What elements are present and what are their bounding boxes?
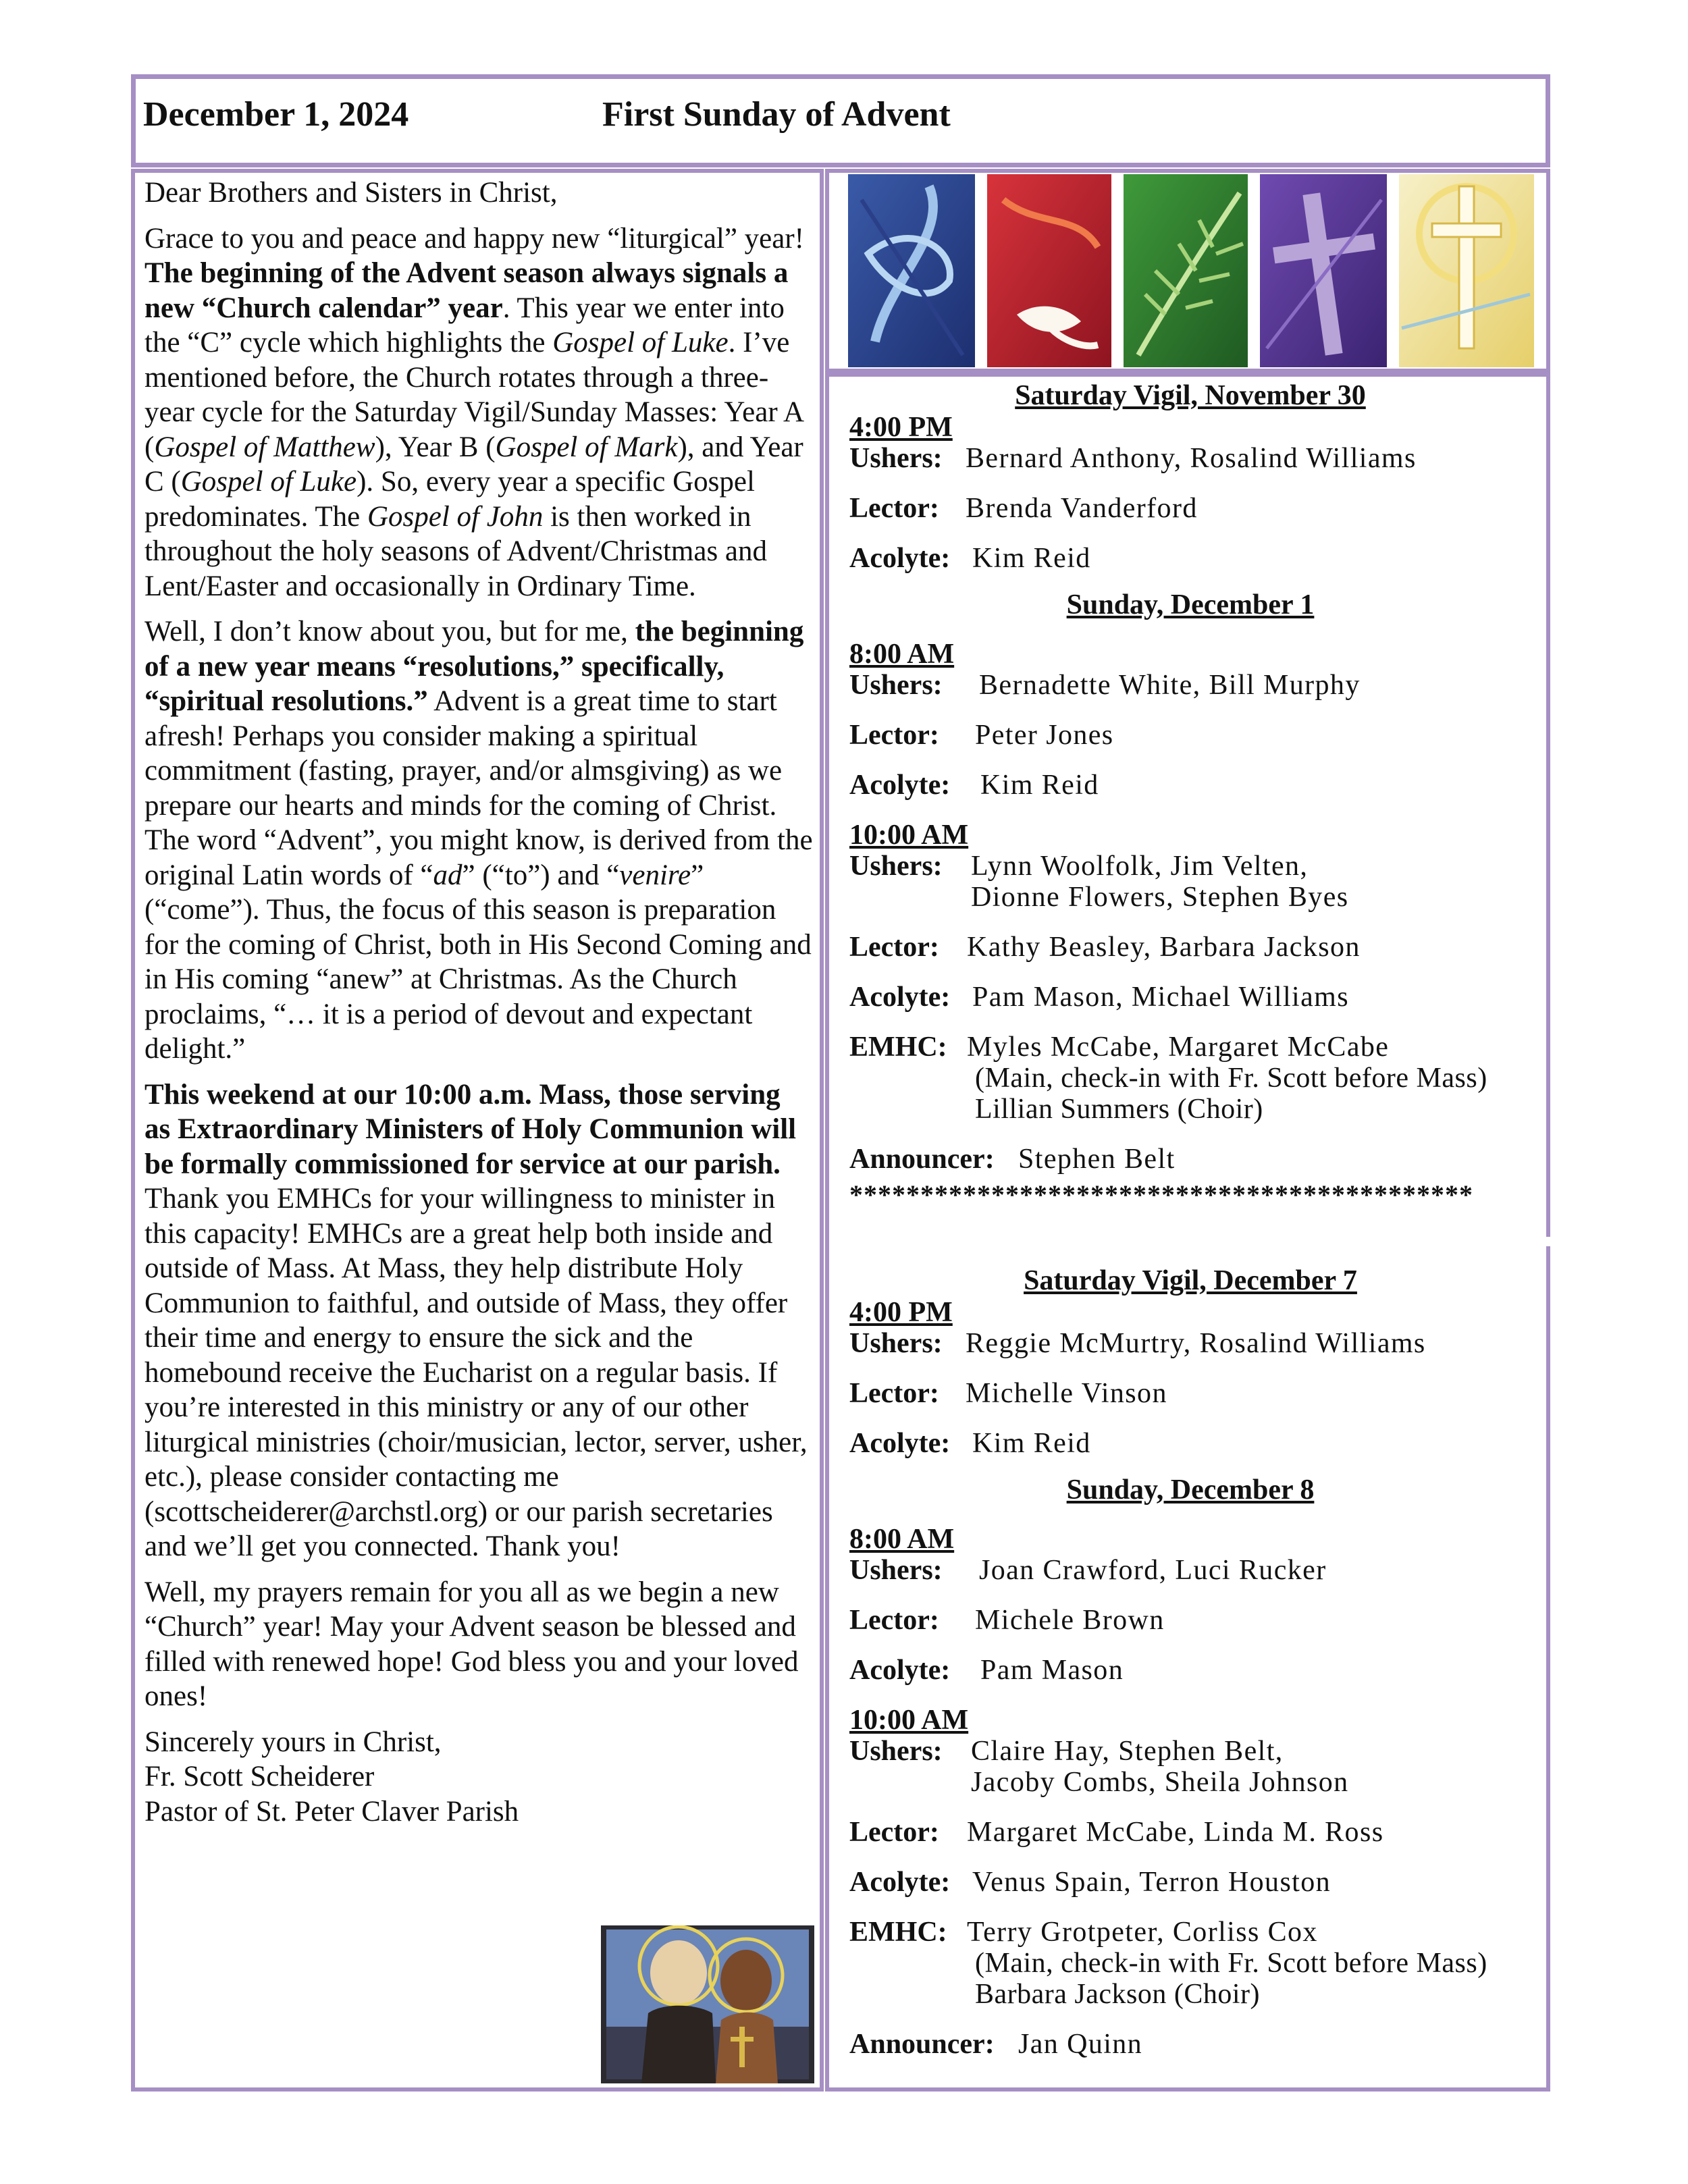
letter-position: Pastor of St. Peter Claver Parish — [144, 1795, 519, 1828]
text-run: is then worked in throughout the holy seasons of Advent/Christmas and Lent/Easter and occasionally in Ordinary Time. — [144, 500, 768, 602]
role-label: Acolyte: — [849, 1867, 951, 1898]
schedule-row-lector — [849, 1817, 1531, 1848]
role-names: Stephen Belt — [1018, 1144, 1176, 1175]
text-run: . I’ve mentioned before, the Church rotates through a three-year cycle for the Saturday Vigil/Sunday Masses: Year A ( — [144, 327, 803, 463]
role-label: Acolyte: — [849, 1655, 951, 1686]
role-label: Ushers: — [849, 1328, 943, 1359]
role-label: EMHC: — [849, 1032, 947, 1063]
schedule-row-ushers — [849, 443, 1531, 474]
schedule-row-emhc-note — [849, 1063, 1531, 1125]
bold-run: This weekend at our 10:00 a.m. Mass, those serving as Extraordinary Ministers of Holy Communion will be formally commissioned for service at our parish. — [144, 1078, 797, 1180]
italic-run: ad — [433, 859, 463, 891]
mass-time: 4:00 PM — [849, 412, 953, 443]
schedule-row-emhc — [849, 1917, 1531, 1948]
role-label: Lector: — [849, 1378, 939, 1409]
schedule-separator: ******************************************** — [849, 1179, 1473, 1210]
mass-time: 8:00 AM — [849, 1524, 955, 1555]
text-run: ” (“come”). Thus, the focus of this season is preparation for the coming of Christ, both in His Second Coming and in His coming “anew” at Christmas. As the Church proclaims, “… it is a period of devout and expectant delight.” — [144, 859, 812, 1065]
role-label: Acolyte: — [849, 982, 951, 1013]
letter-paragraph-2 — [144, 614, 813, 1067]
schedule-row-ushers — [849, 851, 1531, 913]
bold-run: the beginning of a new year means “resolutions,” specifically, “spiritual resolutions.” — [144, 616, 804, 717]
text-run: Thank you EMHCs for your willingness to minister in this capacity! EMHCs are a great help both inside and outside of Mass. At Mass, they help distribute Holy Communion to faithful, and outside of Mass, they offer their time and energy to ensure the sick and the homebound receive the Eucharist on a regular basis. If you’re interested in this ministry or any of our other liturgical ministries (choir/musician, lector, server, usher, etc.), please consider contacting me (scottscheiderer@archstl.org) or our parish secretaries and we’ll get you connected. Thank you! — [144, 1183, 808, 1562]
role-names: Claire Hay, Stephen Belt, Jacoby Combs, Sheila Johnson — [971, 1736, 1349, 1798]
banner-panel-blue — [848, 174, 975, 367]
role-names: Brenda Vanderford — [966, 493, 1198, 524]
schedule-row-lector — [849, 1605, 1531, 1636]
mass-time: 8:00 AM — [849, 639, 955, 670]
role-label: Acolyte: — [849, 543, 951, 574]
schedule-day-heading: Saturday Vigil, December 7 — [1024, 1265, 1357, 1296]
schedule-row-lector — [849, 932, 1531, 963]
bold-run: The beginning of the Advent season always signals a new “Church calendar” year — [144, 257, 789, 324]
text-run: ” (“to”) and “ — [462, 859, 620, 891]
text-run: Well, I don’t know about you, but for me, — [144, 616, 635, 647]
letter-paragraph-4: Well, my prayers remain for you all as we begin a new “Church” year! May your Advent season be blessed and filled with renewed hope! God bless you and your loved ones! — [144, 1576, 799, 1712]
schedule-row-acolyte — [849, 1867, 1531, 1898]
schedule-day-heading: Sunday, December 8 — [1066, 1474, 1315, 1506]
role-label: EMHC: — [849, 1917, 947, 1948]
role-names: Bernadette White, Bill Murphy — [979, 670, 1361, 701]
role-names: (Main, check-in with Fr. Scott before Mass) Barbara Jackson (Choir) — [975, 1948, 1487, 2010]
italic-run: Gospel of Mark — [495, 431, 678, 463]
role-label: Ushers: — [849, 851, 943, 882]
text-run: Grace to you and peace and happy new “liturgical” year! — [144, 222, 804, 255]
role-label: Announcer: — [849, 1144, 995, 1175]
schedule-row-announcer — [849, 2029, 1531, 2060]
role-names: (Main, check-in with Fr. Scott before Mass) Lillian Summers (Choir) — [975, 1063, 1487, 1125]
role-names: Bernard Anthony, Rosalind Williams — [966, 443, 1417, 474]
spacer — [849, 1948, 975, 2010]
schedule-row-lector — [849, 720, 1531, 751]
banner-panel-green — [1124, 174, 1248, 367]
schedule-row-announcer — [849, 1144, 1531, 1175]
role-label: Ushers: — [849, 1555, 943, 1586]
schedule-row-acolyte — [849, 1655, 1531, 1686]
role-names: Myles McCabe, Margaret McCabe — [967, 1032, 1390, 1063]
role-label: Ushers: — [849, 670, 943, 701]
role-names: Pam Mason — [980, 1655, 1124, 1686]
schedule-day-heading: Saturday Vigil, November 30 — [1015, 380, 1366, 411]
role-names: Terry Grotpeter, Corliss Cox — [967, 1917, 1318, 1948]
banner-panel-purple — [1260, 174, 1387, 367]
italic-run: Gospel of Luke — [180, 466, 357, 498]
italic-run: Gospel of John — [367, 500, 544, 533]
banner-panel-red — [987, 174, 1111, 367]
schedule-row-acolyte — [849, 770, 1531, 801]
schedule-row-emhc-note — [849, 1948, 1531, 2010]
schedule-row-emhc — [849, 1032, 1531, 1063]
role-names: Margaret McCabe, Linda M. Ross — [967, 1817, 1384, 1848]
schedule-row-ushers — [849, 670, 1531, 701]
role-names: Kim Reid — [972, 1428, 1091, 1459]
italic-run: venire — [619, 859, 691, 891]
role-names: Kim Reid — [972, 543, 1091, 574]
role-label: Lector: — [849, 1817, 939, 1848]
schedule-row-ushers — [849, 1555, 1531, 1586]
role-names: Michele Brown — [975, 1605, 1165, 1636]
role-names: Peter Jones — [975, 720, 1114, 751]
letter-paragraph-3 — [144, 1077, 813, 1564]
schedule-row-acolyte — [849, 1428, 1531, 1459]
schedule-row-acolyte — [849, 982, 1531, 1013]
spacer — [849, 1063, 975, 1125]
role-label: Lector: — [849, 932, 939, 963]
role-names: Joan Crawford, Luci Rucker — [979, 1555, 1327, 1586]
banner-panel-gold — [1399, 174, 1534, 367]
letter-salutation: Dear Brothers and Sisters in Christ, — [144, 177, 558, 209]
role-names: Pam Mason, Michael Williams — [972, 982, 1349, 1013]
role-label: Acolyte: — [849, 1428, 951, 1459]
letter-signature: Fr. Scott Scheiderer — [144, 1761, 375, 1792]
mass-time: 10:00 AM — [849, 820, 969, 851]
italic-run: Gospel of Matthew — [154, 431, 375, 463]
letter-signoff — [144, 1725, 813, 1830]
role-names: Lynn Woolfolk, Jim Velten, Dionne Flowers, Stephen Byes — [971, 851, 1349, 913]
role-names: Michelle Vinson — [966, 1378, 1167, 1409]
text-run: ), and Year C ( — [144, 431, 803, 498]
role-names: Kim Reid — [980, 770, 1099, 801]
mass-time: 10:00 AM — [849, 1705, 969, 1736]
role-label: Lector: — [849, 720, 939, 751]
schedule-row-lector — [849, 493, 1531, 524]
mass-time: 4:00 PM — [849, 1297, 953, 1328]
role-label: Ushers: — [849, 443, 943, 474]
schedule-day-heading: Sunday, December 1 — [1066, 589, 1315, 620]
schedule-row-lector — [849, 1378, 1531, 1409]
border-gap — [1541, 1237, 1554, 1246]
role-names: Reggie McMurtry, Rosalind Williams — [966, 1328, 1426, 1359]
pastor-letter — [144, 176, 813, 1829]
letter-closing: Sincerely yours in Christ, — [144, 1726, 442, 1758]
schedule-row-ushers — [849, 1328, 1531, 1359]
schedule-row-acolyte — [849, 543, 1531, 574]
role-names: Venus Spain, Terron Houston — [972, 1867, 1331, 1898]
st-peter-claver-image — [601, 1925, 814, 2083]
italic-run: Gospel of Luke — [552, 327, 729, 358]
bulletin-date: December 1, 2024 — [143, 95, 409, 134]
role-names: Kathy Beasley, Barbara Jackson — [967, 932, 1361, 963]
ministry-schedule — [849, 377, 1531, 2060]
letter-paragraph-1 — [144, 221, 813, 604]
role-label: Announcer: — [849, 2029, 995, 2060]
role-label: Acolyte: — [849, 770, 951, 801]
text-run: . This year we enter into the “C” cycle which highlights the — [144, 292, 785, 358]
role-label: Lector: — [849, 493, 939, 524]
schedule-row-ushers — [849, 1736, 1531, 1798]
role-label: Ushers: — [849, 1736, 943, 1767]
liturgical-seasons-banner — [848, 173, 1534, 369]
liturgical-day-title: First Sunday of Advent — [602, 95, 951, 134]
text-run: Advent is a great time to start afresh! Perhaps you consider making a spiritual commitment (fasting, prayer, and/or almsgiving) as we prepare our hearts and minds for the coming of Christ. The word “Advent”, you might know, is derived from the original Latin words of “ — [144, 685, 813, 891]
text-run: ). So, every year a specific Gospel predominates. The — [144, 466, 755, 533]
role-names: Jan Quinn — [1018, 2029, 1143, 2060]
role-label: Lector: — [849, 1605, 939, 1636]
text-run: ), Year B ( — [375, 431, 496, 463]
